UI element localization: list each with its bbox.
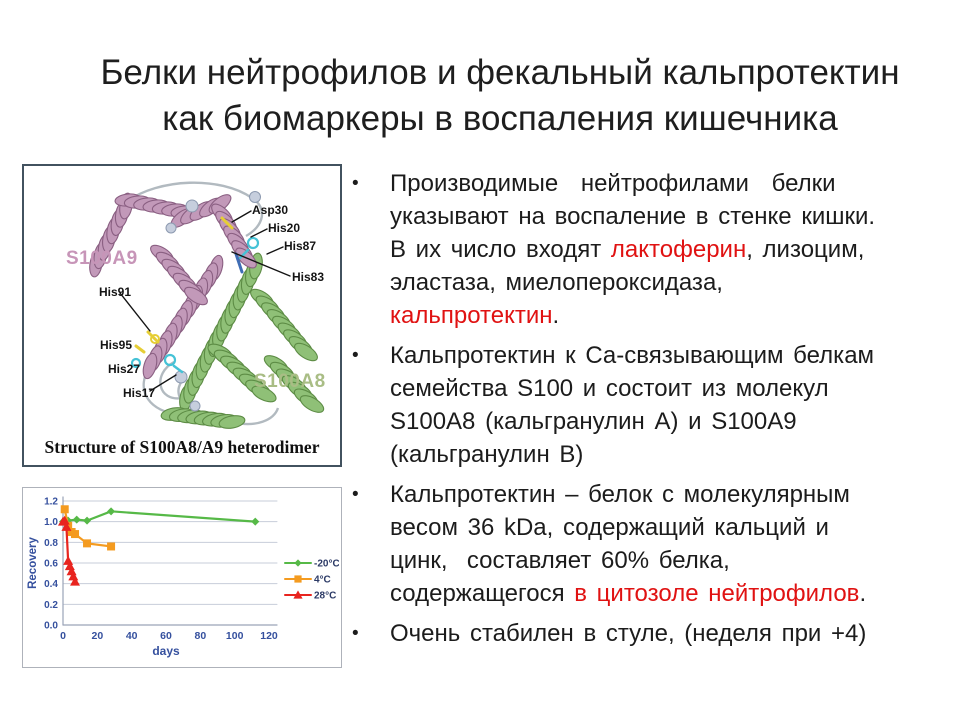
svg-text:80: 80 <box>194 630 207 642</box>
bullet-item-2 <box>352 339 938 471</box>
highlighted-term: кальпротектин <box>390 302 553 329</box>
svg-text:1.0: 1.0 <box>44 517 58 529</box>
highlighted-term: в цитозоле нейтрофилов <box>574 580 860 607</box>
protein-label-asp30: Asp30 <box>252 203 289 217</box>
protein-ribbon-diagram <box>24 166 340 463</box>
bullet-marker: • <box>352 345 359 366</box>
protein-label-s100a9: S100A9 <box>66 248 138 269</box>
svg-text:60: 60 <box>160 630 172 642</box>
svg-text:0.2: 0.2 <box>44 599 58 611</box>
svg-text:4°C: 4°C <box>314 574 331 586</box>
protein-label-his83: His83 <box>292 270 325 284</box>
bullet-marker: • <box>352 623 359 644</box>
svg-text:1.2: 1.2 <box>44 496 58 508</box>
protein-label-his95: His95 <box>100 338 133 352</box>
protein-label-his20: His20 <box>268 221 301 235</box>
svg-text:days: days <box>152 644 180 658</box>
svg-text:100: 100 <box>225 630 244 642</box>
protein-figure-caption: Structure of S100A8/A9 heterodimer <box>44 437 320 457</box>
protein-label-his91: His91 <box>99 285 132 299</box>
bullet-text: Производимые нейтрофилами белки указывают на воспаление в стенке кишки. В их число входят лактоферин, лизоцим, эластаза, миелопероксидаза, кальпротектин. <box>390 170 876 329</box>
svg-text:0.0: 0.0 <box>44 620 58 632</box>
protein-structure-figure <box>22 164 342 467</box>
bullet-marker: • <box>352 173 359 194</box>
highlighted-term: лактоферин <box>610 236 747 263</box>
svg-text:0: 0 <box>60 630 66 642</box>
svg-text:-20°C: -20°C <box>314 558 339 570</box>
protein-label-s100a8: S100A8 <box>254 371 326 392</box>
bullet-marker: • <box>352 484 359 505</box>
svg-text:28°C: 28°C <box>314 590 337 602</box>
svg-text:40: 40 <box>125 630 138 642</box>
protein-label-his87: His87 <box>284 239 317 253</box>
stability-recovery-chart <box>22 487 342 668</box>
bullet-item-3 <box>352 478 938 610</box>
svg-text:0.8: 0.8 <box>44 537 58 549</box>
svg-text:0.4: 0.4 <box>44 579 58 591</box>
svg-text:0.6: 0.6 <box>44 558 58 570</box>
svg-text:120: 120 <box>260 630 278 642</box>
bullet-text: Кальпротектин – белок с молекулярным весом 36 kDa, содержащий кальций и цинк, составляет 60% белка, содержащегося в цитозоле нейтрофилов. <box>390 481 867 607</box>
svg-text:Recovery: Recovery <box>27 537 39 589</box>
bullet-list <box>352 167 938 657</box>
bullet-text: Кальпротектин к Са-связывающим белкам семейства S100 и состоит из молекул S100A8 (кальгранулин А) и S100A9 (кальгранулин В) <box>390 342 875 468</box>
bullet-item-1 <box>352 167 938 332</box>
recovery-line-chart <box>23 488 339 666</box>
title-line-1: Белки нейтрофилов и фекальный кальпротектин <box>100 53 900 92</box>
bullet-text: Очень стабилен в стуле, (неделя при +4) <box>390 620 867 647</box>
slide-title <box>40 50 960 142</box>
svg-text:20: 20 <box>91 630 104 642</box>
protein-label-his17: His17 <box>123 386 156 400</box>
title-line-2: как биомаркеры в воспаления кишечника <box>162 99 838 138</box>
bullet-item-4 <box>352 617 938 650</box>
protein-label-his27: His27 <box>108 362 141 376</box>
